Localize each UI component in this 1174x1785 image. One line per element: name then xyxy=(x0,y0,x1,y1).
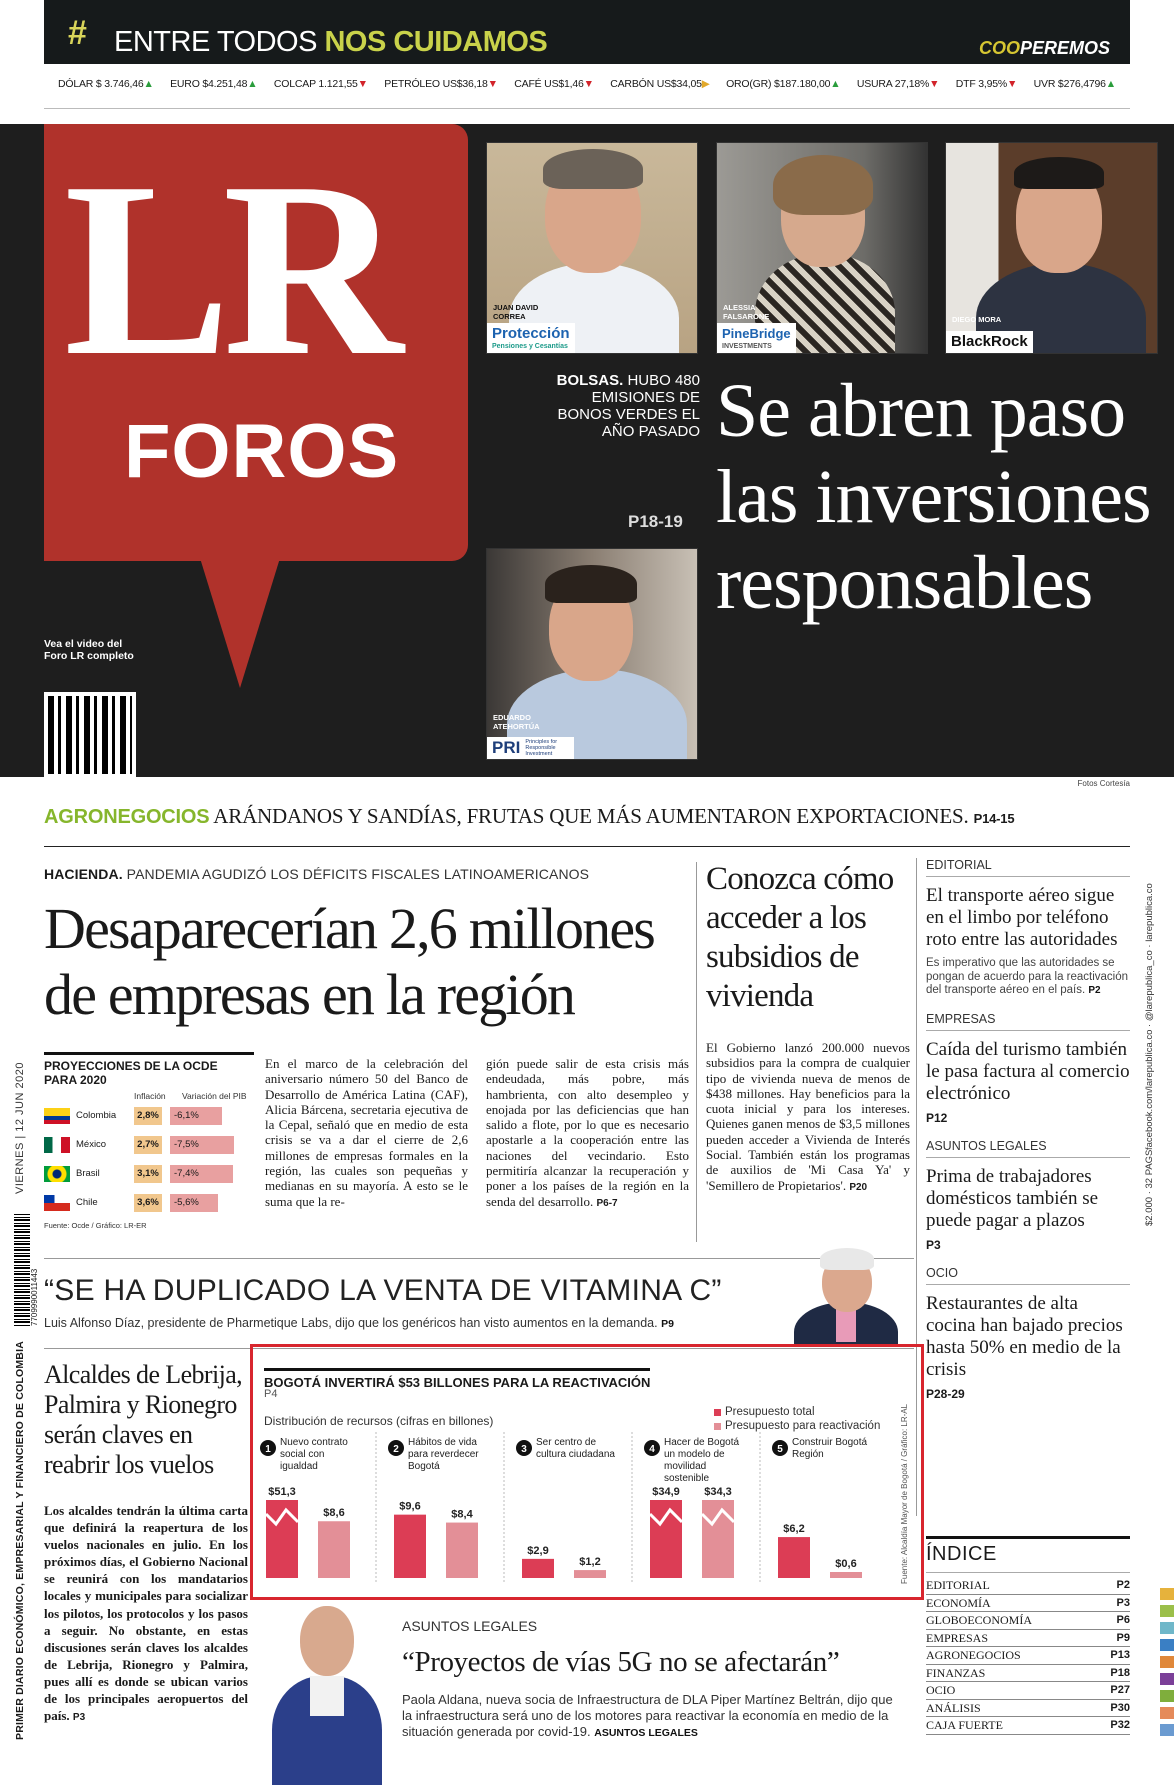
hero-headline[interactable]: Se abren paso las inversiones responsables xyxy=(716,369,1151,625)
index-item[interactable]: FINANZAS P18 xyxy=(926,1665,1130,1683)
flag-icon xyxy=(44,1195,70,1211)
main-headline[interactable]: Desaparecerían 2,6 millones de empresas en la región xyxy=(44,896,655,1027)
portrait-falsarone: ALESSIA FALSARONE PineBridge INVESTMENTS xyxy=(716,142,928,354)
bar-value-label: $2,9 xyxy=(527,1544,549,1557)
divider xyxy=(696,862,697,1242)
bar-total xyxy=(650,1500,682,1578)
barcode-number: 7709990011443 xyxy=(30,1268,39,1326)
ticker-item: UVR $276,4796▲ xyxy=(1033,78,1116,90)
sidebar-story[interactable] xyxy=(926,858,1130,998)
bar-reactivation xyxy=(830,1572,862,1578)
category-number: 5 xyxy=(777,1444,783,1455)
index-item[interactable]: OCIO P27 xyxy=(926,1682,1130,1700)
pri-logo: PRI Principles for Responsible Investment xyxy=(487,737,574,759)
bar-value-label: $9,6 xyxy=(399,1500,421,1513)
ticker-item: DTF 3,95%▼ xyxy=(955,78,1018,90)
ticker-item: PETRÓLEO US$36,18▼ xyxy=(384,78,498,90)
quote-sub: Luis Alfonso Díaz, presidente de Pharmetique Labs, dijo que los genéricos han visto aumentos en la demanda. P9 xyxy=(44,1316,674,1330)
main-body-col1: En el marco de la celebración del aniversario número 50 del Banco de Desarrollo de América Latina (CAF), Alicia Bárcena, secretaria ejecutiva de la Cepal, señaló que en medio de esta crisis se va a dar el cierre de 2,6 millones de empresas formales en la región, las cuales son pequeñas y medianas en su mayoría. A esto se le suma que la re- xyxy=(265,1056,468,1209)
airports-headline[interactable]: Alcaldes de Lebrija, Palmira y Rionegro serán claves en reabrir los vuelos xyxy=(44,1360,243,1479)
sidebar-sub: Es imperativo que las autoridades se pongan de acuerdo para la reactivación del transporte aéreo en el país. P2 xyxy=(926,957,1129,996)
index-title: ÍNDICE xyxy=(926,1536,1130,1573)
ticker-item: CARBÓN US$34,05▶ xyxy=(610,78,710,90)
bottom-section: ASUNTOS LEGALES xyxy=(402,1618,538,1634)
index-color-swatch xyxy=(1160,1724,1174,1736)
category-number: 4 xyxy=(649,1444,655,1455)
ticker-arrow-icon: ▶ xyxy=(701,78,710,90)
bar-value-label: $0,6 xyxy=(835,1558,857,1570)
portrait-diaz xyxy=(784,1246,908,1346)
index-item[interactable]: ANÁLISIS P30 xyxy=(926,1700,1130,1718)
index-color-swatch xyxy=(1160,1690,1174,1702)
category-label: Hacer de Bogotá un modelo de movilidad sostenible xyxy=(664,1437,740,1484)
ticker-arrow-icon: ▼ xyxy=(929,78,940,90)
index-item[interactable]: EMPRESAS P9 xyxy=(926,1630,1130,1648)
sidebar-page: P3 xyxy=(926,1237,941,1252)
index-item[interactable]: GLOBOECONOMÍA P6 xyxy=(926,1612,1130,1630)
sidebar-page: P28-29 xyxy=(926,1386,965,1401)
bottom-sub: Paola Aldana, nueva socia de Infraestructura de DLA Piper Martínez Beltrán, dijo que la infraestructura será uno de los motores para reactivar la economía en medio de la situación generada por covid-19. ASUNTOS LEGALES xyxy=(402,1692,893,1739)
bar-reactivation xyxy=(446,1523,478,1578)
divider xyxy=(44,108,1130,109)
bottom-headline[interactable]: “Proyectos de vías 5G no se afectarán” xyxy=(402,1646,840,1678)
sidebar-section: EMPRESAS xyxy=(926,1012,1130,1031)
bar-total xyxy=(522,1559,554,1578)
bar-reactivation xyxy=(702,1500,734,1578)
legend-total: Presupuesto total xyxy=(714,1406,815,1418)
index-item[interactable]: ECONOMÍA P3 xyxy=(926,1595,1130,1613)
pinebridge-logo: PineBridge INVESTMENTS xyxy=(717,323,796,353)
housing-body: El Gobierno lanzó 200.000 nuevos subsidios para la compra de cualquier tipo de vivienda nueva de menos de $438 millones. Hay beneficios para la cuota inicial y para los intereses. Quienes ganen menos de $3,5 millones pueden acceder a Vivienda de Interés Social. También están los programas de auxilios de 'Mi Casa Ya' y 'Semillero de Propietarios'. P20 xyxy=(706,1040,910,1193)
bar-reactivation xyxy=(574,1570,606,1578)
index-item[interactable]: EDITORIAL P2 xyxy=(926,1577,1130,1595)
bar-chart xyxy=(256,1432,896,1592)
proteccion-logo: Protección Pensiones y Cesantías xyxy=(487,323,575,353)
logo-word: FOROS xyxy=(124,409,400,494)
sidebar-section: EDITORIAL xyxy=(926,858,1130,877)
category-label: Construir Bogotá Región xyxy=(792,1437,868,1460)
category-label: Ser centro de cultura ciudadana xyxy=(536,1437,615,1460)
sidebar-headline[interactable]: El transporte aéreo sigue en el limbo por teléfono roto entre las autoridades xyxy=(926,885,1118,950)
ticker-item: CAFÉ US$1,46▼ xyxy=(514,78,594,90)
ticker-arrow-icon: ▲ xyxy=(143,78,154,90)
banner-slogan: ENTRE TODOS NOS CUIDAMOS xyxy=(114,26,548,58)
flag-icon xyxy=(44,1137,70,1153)
barcode xyxy=(14,1214,30,1326)
index-color-swatch xyxy=(1160,1707,1174,1719)
bar-value-label: $51,3 xyxy=(268,1486,296,1498)
ticker-item: COLCAP 1.121,55▼ xyxy=(273,78,368,90)
airports-body: Los alcaldes tendrán la última carta que definirá la reapertura de los vuelos nacionales en julio. En los próximos días, el Gobierno Nacional se reunirá con los mandatarios locales y municipales para socializar los pilotos, los protocolos y los pasos a seguir. No obstante, en estas discusiones serán claves los alcaldes de Lebrija, Rionegro y Palmira, pues allí es donde se ubican varios de los principales aeropuertos del país. P3 xyxy=(44,1503,248,1724)
ticker-arrow-icon: ▼ xyxy=(357,78,368,90)
ticker-item: DÓLAR $ 3.746,46▲ xyxy=(58,78,154,90)
category-label: Hábitos de vida para reverdecer Bogotá xyxy=(408,1437,479,1472)
ticker-arrow-icon: ▲ xyxy=(830,78,841,90)
photo-credit: Fotos Cortesía xyxy=(1077,779,1130,788)
ocde-row: México 2,7% -7,5% xyxy=(44,1130,254,1159)
index-item[interactable]: AGRONEGOCIOS P13 xyxy=(926,1647,1130,1665)
main-body-col2: gión puede salir de esta crisis más endeudada, más pobre, más hambrienta, con alto desempleo y enojada por las deficiencias que han salido a flote, por lo que es necesario apostarle a la cooperación entre las naciones del vecindario. Esto permitiría alcanzar la recuperación y poner a los países de la región en la senda del desarrollo. P6-7 xyxy=(486,1056,689,1209)
index-box xyxy=(926,1536,1130,1735)
sidebar-headline[interactable]: Caída del turismo también le pasa factura al comercio electrónico xyxy=(926,1038,1130,1104)
ocde-source: Fuente: Ocde / Gráfico: LR-ER xyxy=(44,1221,147,1230)
index-color-swatch xyxy=(1160,1656,1174,1668)
bar-value-label: $34,3 xyxy=(704,1486,732,1498)
ticker-arrow-icon: ▼ xyxy=(583,78,594,90)
category-label: Nuevo contrato social con igualdad xyxy=(280,1437,348,1472)
video-note: Vea el video del Foro LR completo xyxy=(44,638,134,662)
hashtag-icon: # xyxy=(68,14,87,52)
sidebar-story[interactable] xyxy=(926,1012,1130,1125)
sidebar-story[interactable] xyxy=(926,1266,1130,1401)
ticker-item: ORO(GR) $187.180,00▲ xyxy=(726,78,841,90)
index-color-swatch xyxy=(1160,1639,1174,1651)
chart-subtitle: Distribución de recursos (cifras en billones) xyxy=(264,1414,494,1428)
blackrock-logo: BlackRock xyxy=(946,331,1033,353)
ticker-arrow-icon: ▼ xyxy=(487,78,498,90)
index-color-swatch xyxy=(1160,1622,1174,1634)
sidebar-headline[interactable]: Prima de trabajadores domésticos también se puede pagar a plazos xyxy=(926,1165,1099,1231)
ticker-arrow-icon: ▼ xyxy=(1007,78,1018,90)
sponsor-logo: COOPEREMOS xyxy=(978,38,1110,58)
issue-date: VIERNES | 12 JUN 2020 xyxy=(14,1062,26,1194)
sidebar xyxy=(926,858,1130,1401)
bar-value-label: $1,2 xyxy=(579,1556,601,1569)
category-number: 1 xyxy=(265,1444,271,1455)
sidebar-section: OCIO xyxy=(926,1266,1130,1285)
top-banner xyxy=(44,0,1130,64)
bar-value-label: $6,2 xyxy=(783,1523,805,1536)
chart-page: P4 xyxy=(264,1388,278,1400)
bar-reactivation xyxy=(318,1521,350,1578)
sidebar-story[interactable] xyxy=(926,1139,1130,1252)
portrait-mora: DIEGO MORA BlackRock xyxy=(945,142,1158,354)
bar-value-label: $8,6 xyxy=(323,1507,345,1520)
chart-source: Fuente: Alcaldía Mayor de Bogotá / Gráfico: LR-AL xyxy=(900,1403,909,1584)
bar-value-label: $8,4 xyxy=(451,1508,473,1521)
ocde-title: PROYECCIONES DE LA OCDE PARA 2020 xyxy=(44,1052,254,1087)
housing-headline[interactable]: Conozca cómo acceder a los subsidios de vivienda xyxy=(706,861,894,1014)
logo-letters: LR xyxy=(64,131,396,408)
index-color-swatch xyxy=(1160,1605,1174,1617)
index-color-swatch xyxy=(1160,1588,1174,1600)
hero-page-ref: P18-19 xyxy=(628,512,683,531)
hero-kicker: BOLSAS. HUBO 480 EMISIONES DE BONOS VERDES EL AÑO PASADO xyxy=(556,372,700,440)
market-ticker xyxy=(44,72,1130,96)
ticker-item: EURO $4.251,48▲ xyxy=(170,78,258,90)
bar-total xyxy=(266,1500,298,1578)
portrait-correa: JUAN DAVID CORREA Protección Pensiones y Cesantías xyxy=(486,142,698,354)
bar-total xyxy=(778,1537,810,1578)
flag-icon xyxy=(44,1108,70,1124)
index-item[interactable]: CAJA FUERTE P32 xyxy=(926,1717,1130,1735)
bar-value-label: $34,9 xyxy=(652,1486,680,1498)
flag-icon xyxy=(44,1166,70,1182)
legend-reactivation: Presupuesto para reactivación xyxy=(714,1420,880,1432)
category-number: 2 xyxy=(393,1444,399,1455)
ocde-table: PROYECCIONES DE LA OCDE PARA 2020 Inflación Variación del PIB Colombia 2,8% -6,1% México 2,7% -7,5% Brasil 3,1% -7,4% Chile 3,6% -5,6% Fuente: Ocde / Gráfico: LR-ER xyxy=(44,1052,254,1230)
portrait-aldana xyxy=(258,1586,394,1785)
ocde-row: Brasil 3,1% -7,4% xyxy=(44,1159,254,1188)
masthead-tagline: PRIMER DIARIO ECONÓMICO, EMPRESARIAL Y FINANCIERO DE COLOMBIA xyxy=(14,1341,26,1740)
bar-total xyxy=(394,1515,426,1578)
index-color-swatch xyxy=(1160,1673,1174,1685)
category-number: 3 xyxy=(521,1444,527,1455)
ticker-arrow-icon: ▲ xyxy=(247,78,258,90)
divider xyxy=(44,846,1130,847)
logo-bubble-tail xyxy=(200,558,280,688)
qr-code[interactable] xyxy=(44,692,136,778)
social-links[interactable]: facebook.com/larepublica.co · @larepublica_co · larepublica.co xyxy=(1144,883,1155,1150)
sidebar-page: P12 xyxy=(926,1110,948,1125)
ocde-row: Chile 3,6% -5,6% xyxy=(44,1188,254,1217)
sidebar-headline[interactable]: Restaurantes de alta cocina han bajado precios hasta 50% en medio de la crisis xyxy=(926,1292,1123,1380)
agro-teaser[interactable]: AGRONEGOCIOS ARÁNDANOS Y SANDÍAS, FRUTAS QUE MÁS AUMENTARON EXPORTACIONES. P14-15 xyxy=(44,804,1015,828)
ticker-item: USURA 27,18%▼ xyxy=(856,78,940,90)
main-kicker: HACIENDA. PANDEMIA AGUDIZÓ LOS DÉFICITS FISCALES LATINOAMERICANOS xyxy=(44,866,590,882)
ticker-arrow-icon: ▲ xyxy=(1105,78,1116,90)
price: $2.000 · 32 PAGS xyxy=(1144,1149,1155,1226)
ocde-row: Colombia 2,8% -6,1% xyxy=(44,1101,254,1130)
sidebar-section: ASUNTOS LEGALES xyxy=(926,1139,1130,1158)
quote-headline[interactable]: “SE HA DUPLICADO LA VENTA DE VITAMINA C” xyxy=(44,1274,722,1307)
portrait-atehortua: EDUARDO ATEHORTÚA PRI Principles for Responsible Investment xyxy=(486,548,698,760)
chart-title: BOGOTÁ INVERTIRÁ $53 BILLONES PARA LA REACTIVACIÓN xyxy=(264,1368,650,1390)
